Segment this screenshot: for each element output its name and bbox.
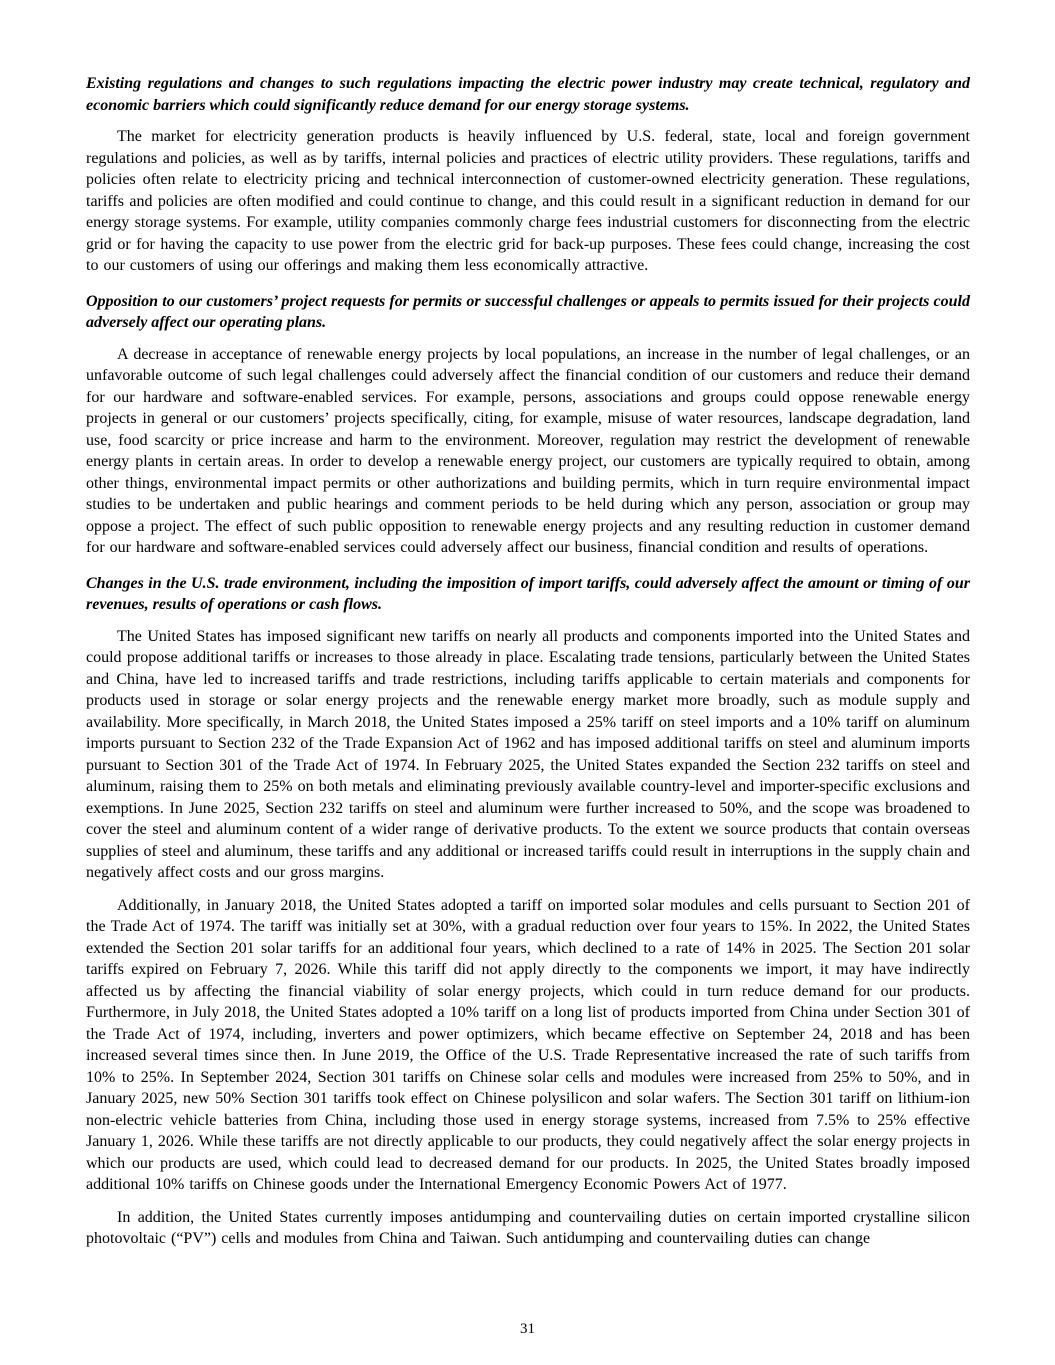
section-existing-regulations	[86, 73, 970, 277]
paragraph: The market for electricity generation products is heavily influenced by U.S. federal, state, local and foreign government regulations and policies, as well as by tariffs, internal policies and practices of electric utility providers. These regulations, tariffs and policies often relate to electricity pricing and technical interconnection of customer-owned electricity generation. These regulations, tariffs and policies are often modified and could continue to change, and this could result in a significant reduction in demand for our energy storage systems. For example, utility companies commonly charge fees industrial customers for disconnecting from the electric grid or for having the capacity to use power from the electric grid for back-up purposes. These fees could change, increasing the cost to our customers of using our offerings and making them less economically attractive.	[86, 128, 970, 274]
section-heading: Opposition to our customers’ project requests for permits or successful challenges or appeals to permits issued for their projects could adversely affect our operating plans.	[86, 292, 970, 331]
paragraph: In addition, the United States currently imposes antidumping and countervailing duties on certain imported crystalline silicon photovoltaic (“PV”) cells and modules from China and Taiwan. Such antidumping and countervailing duties can change	[86, 1208, 970, 1247]
paragraph: A decrease in acceptance of renewable energy projects by local populations, an increase in the number of legal challenges, or an unfavorable outcome of such legal challenges could adversely affect the financial condition of our customers and reduce their demand for our hardware and software-enabled services. For example, persons, associations and groups could oppose renewable energy projects in general or our customers’ projects specifically, citing, for example, misuse of water resources, landscape degradation, land use, food scarcity or price increase and harm to the environment. Moreover, regulation may restrict the development of renewable energy plants in certain areas. In order to develop a renewable energy project, our customers are typically required to obtain, among other things, environmental impact permits or other authorizations and building permits, which in turn require environmental impact studies to be undertaken and public hearings and comment periods to be held during which any person, association or group may oppose a project. The effect of such public opposition to renewable energy projects and any resulting reduction in customer demand for our hardware and software-enabled services could adversely affect our business, financial condition and results of operations.	[86, 345, 970, 556]
paragraph: The United States has imposed significant new tariffs on nearly all products and components imported into the United States and could propose additional tariffs or increases to those already in place. Escalating trade tensions, particularly between the United States and China, have led to increased tariffs and trade restrictions, including tariffs applicable to certain materials and components for products used in storage or solar energy projects and the renewable energy market more broadly, such as module supply and availability. More specifically, in March 2018, the United States imposed a 25% tariff on steel imports and a 10% tariff on aluminum imports pursuant to Section 232 of the Trade Expansion Act of 1962 and has imposed additional tariffs on steel and aluminum imports pursuant to Section 301 of the Trade Act of 1974. In February 2025, the United States expanded the Section 232 tariffs on steel and aluminum, raising them to 25% on both metals and eliminating previously available country-level and importer-specific exclusions and exemptions. In June 2025, Section 232 tariffs on steel and aluminum were further increased to 50%, and the scope was broadened to cover the steel and aluminum content of a wider range of derivative products. To the extent we source products that contain overseas supplies of steel and aluminum, these tariffs and any additional or increased tariffs could result in interruptions in the supply chain and negatively affect costs and our gross margins.	[86, 627, 970, 881]
section-heading: Existing regulations and changes to such regulations impacting the electric power industry may create technical, regulatory and economic barriers which could significantly reduce demand for our energy storage systems.	[86, 75, 970, 114]
section-heading: Changes in the U.S. trade environment, including the imposition of import tariffs, could adversely affect the amount or timing of our revenues, results of operations or cash flows.	[86, 574, 970, 613]
paragraph: Additionally, in January 2018, the United States adopted a tariff on imported solar modules and cells pursuant to Section 201 of the Trade Act of 1974. The tariff was initially set at 30%, with a gradual reduction over four years to 15%. In 2022, the United States extended the Section 201 solar tariffs for an additional four years, which declined to a rate of 14% in 2025. The Section 201 solar tariffs expired on February 7, 2026. While this tariff did not apply directly to the components we import, it may have indirectly affected us by affecting the financial viability of solar energy projects, which could in turn reduce demand for our products. Furthermore, in July 2018, the United States adopted a 10% tariff on a long list of products imported from China under Section 301 of the Trade Act of 1974, including, inverters and power optimizers, which became effective on September 24, 2018 and has been increased several times since then. In June 2019, the Office of the U.S. Trade Representative increased the rate of such tariffs from 10% to 25%. In September 2024, Section 301 tariffs on Chinese solar cells and modules were increased from 25% to 50%, and in January 2025, new 50% Section 301 tariffs took effect on Chinese polysilicon and solar wafers. The Section 301 tariff on lithium-ion non-electric vehicle batteries from China, including those used in energy storage systems, increased from 7.5% to 25% effective January 1, 2026. While these tariffs are not directly applicable to our products, they could negatively affect the solar energy projects in which our products are used, which could lead to decreased demand for our products. In 2025, the United States broadly imposed additional 10% tariffs on Chinese goods under the International Emergency Economic Powers Act of 1977.	[86, 896, 970, 1193]
section-opposition-permits	[86, 291, 970, 559]
section-trade-environment	[86, 573, 970, 1250]
page-number: 31	[520, 1320, 535, 1337]
